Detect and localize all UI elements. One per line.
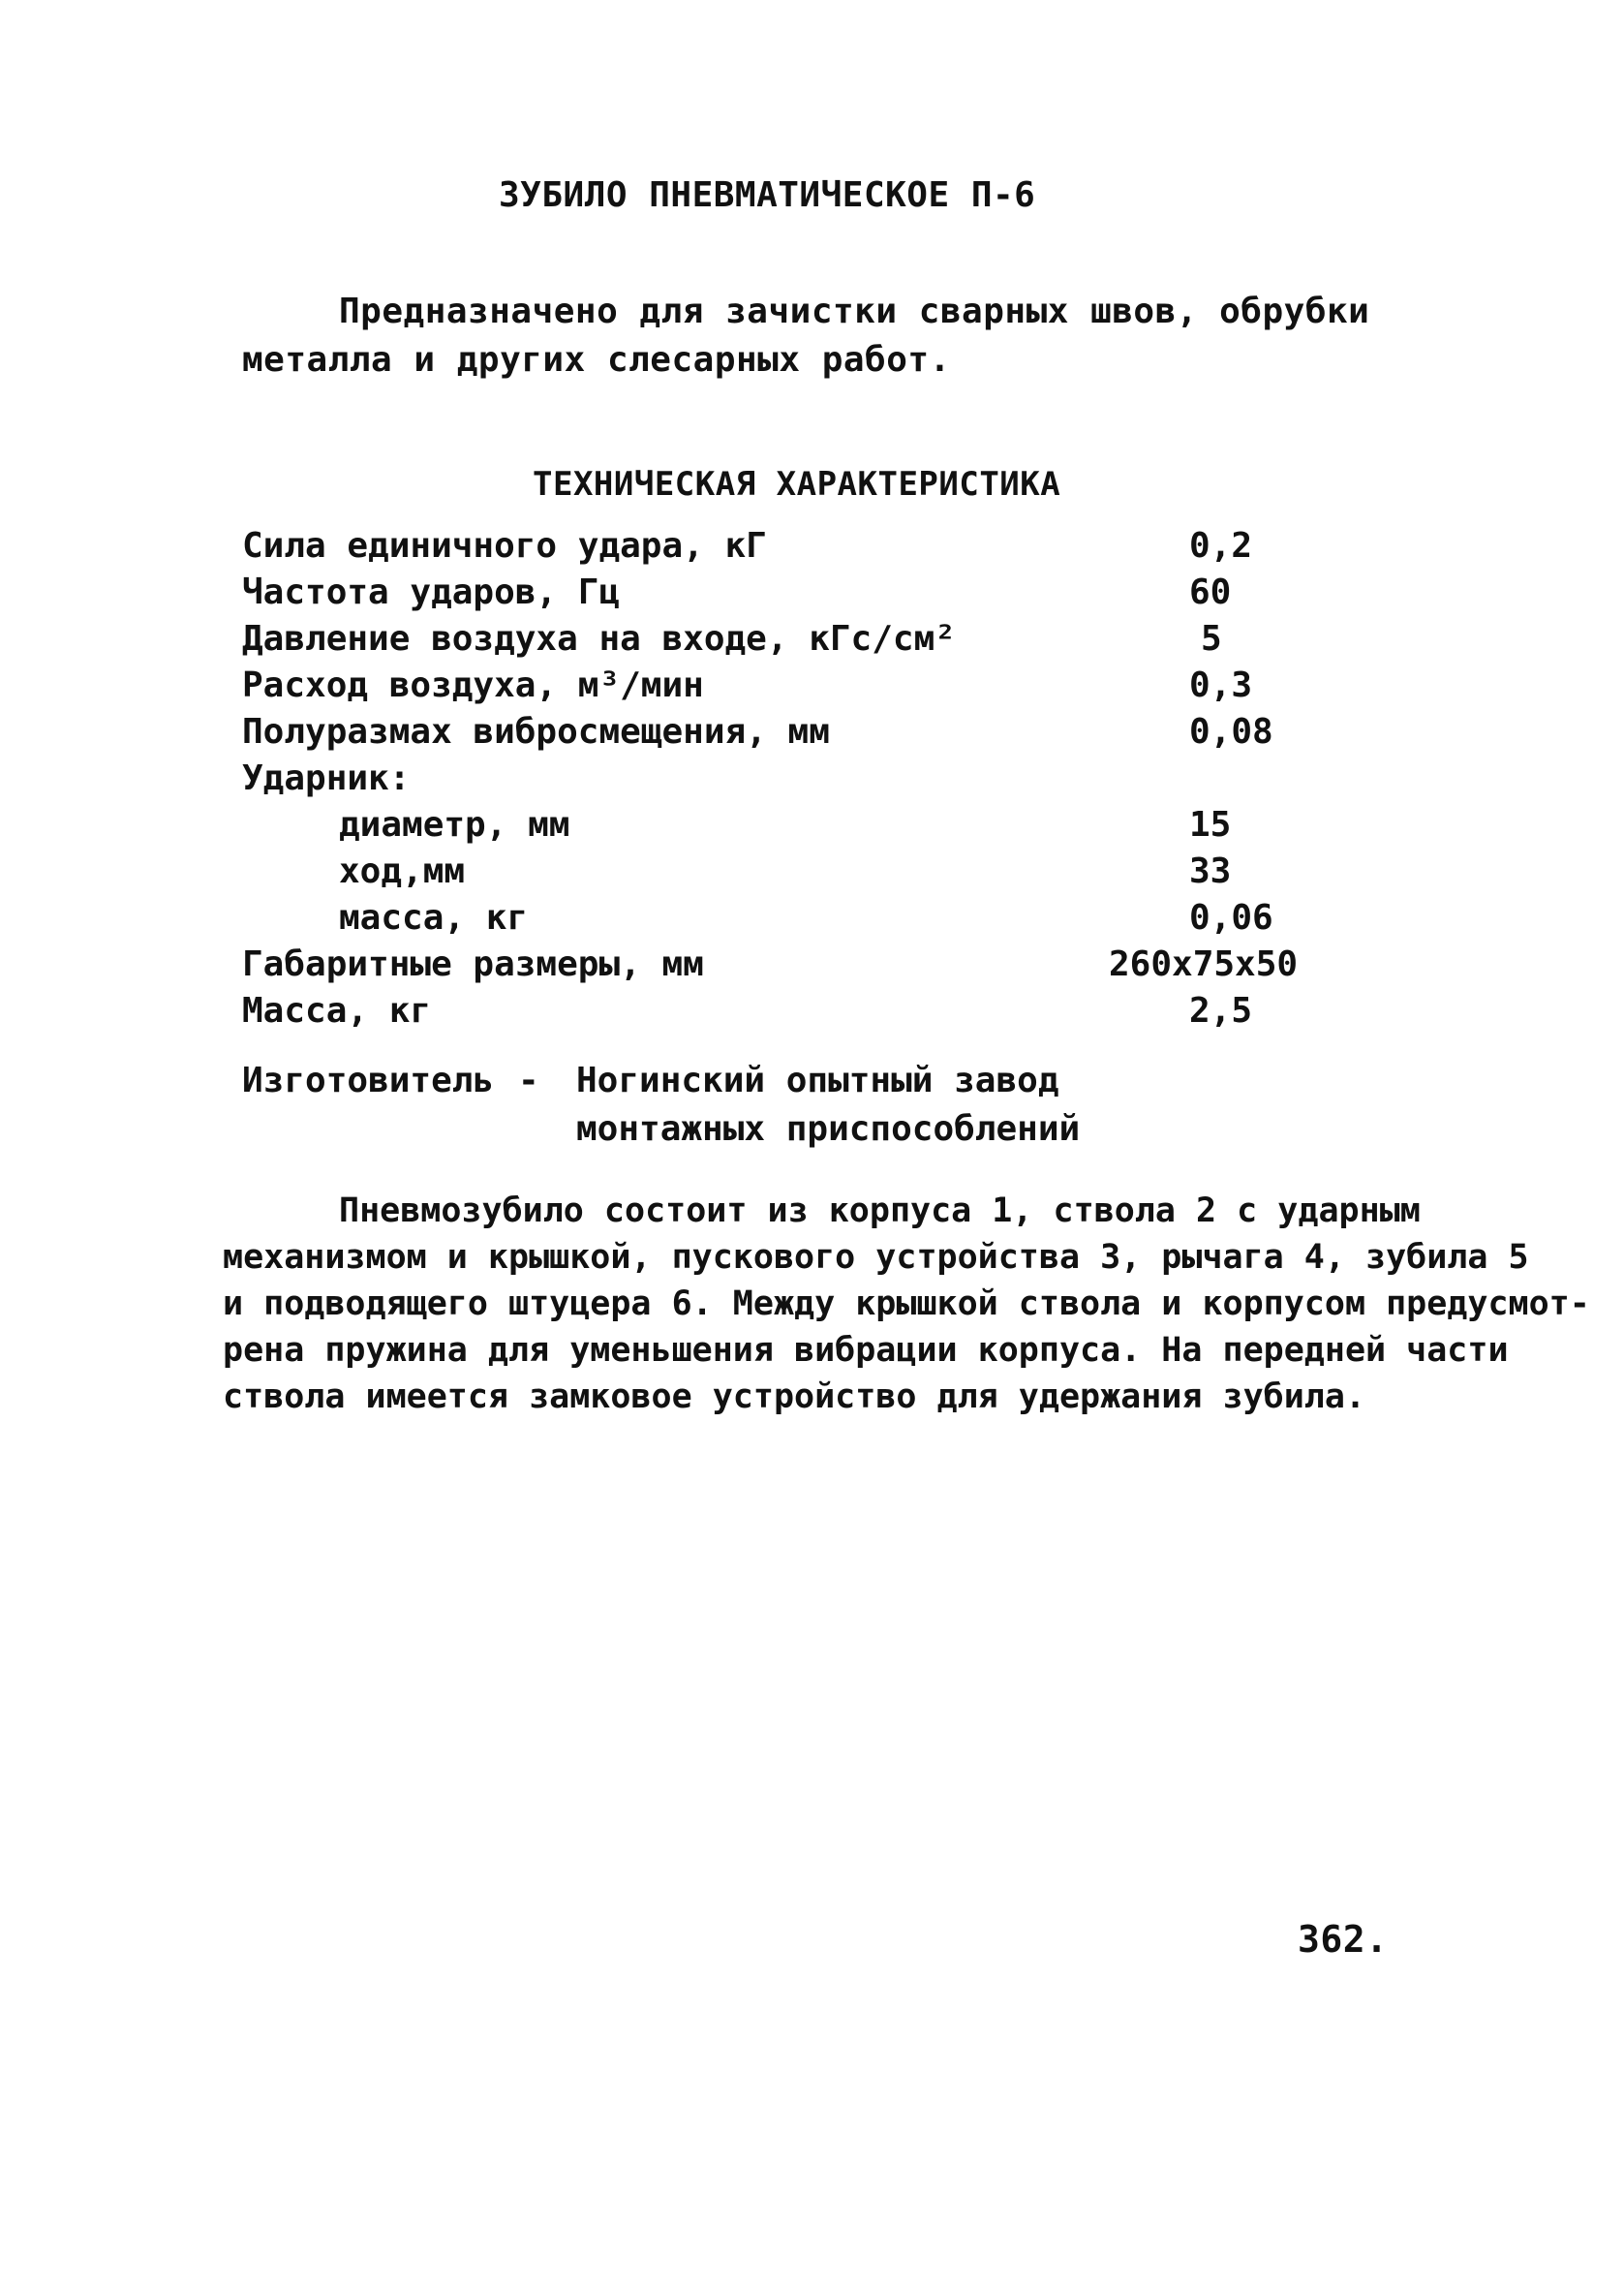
spec-value: 15	[1189, 805, 1232, 845]
spec-row	[242, 618, 1307, 665]
spec-row	[242, 851, 1307, 897]
spec-value: 60	[1189, 572, 1232, 612]
spec-section-title: ТЕХНИЧЕСКАЯ ХАРАКТЕРИСТИКА	[533, 465, 1061, 504]
spec-label: Сила единичного удара, кГ	[242, 526, 767, 566]
spec-label: ход,мм	[339, 851, 466, 891]
spec-label: масса, кг	[339, 898, 529, 938]
description-line: ствола имеется замковое устройство для удержания зубила.	[223, 1377, 1366, 1416]
document-title: ЗУБИЛО ПНЕВМАТИЧЕСКОЕ П-6	[499, 175, 1036, 215]
description-line: механизмом и крышкой, пускового устройства 3, рычага 4, зубила 5	[223, 1238, 1529, 1277]
manufacturer-dash: -	[518, 1061, 539, 1100]
spec-row	[242, 943, 1307, 990]
manufacturer-name-line-1: Ногинский опытный завод	[576, 1061, 1059, 1100]
spec-row	[242, 711, 1307, 758]
spec-value: 0,3	[1189, 665, 1253, 705]
spec-label: Давление воздуха на входе, кГс/см²	[242, 619, 956, 659]
spec-row	[242, 804, 1307, 851]
description-line: и подводящего штуцера 6. Между крышкой ствола и корпусом предусмот-	[223, 1284, 1590, 1323]
spec-label: Частота ударов, Гц	[242, 572, 621, 612]
spec-row	[242, 572, 1307, 618]
spec-row	[242, 990, 1307, 1036]
spec-value: 0,06	[1189, 898, 1273, 938]
spec-value: 0,2	[1189, 526, 1253, 566]
spec-row	[242, 758, 1307, 804]
intro-line-2: металла и других слесарных работ.	[242, 340, 951, 380]
spec-row	[242, 665, 1307, 711]
spec-value: 2,5	[1189, 991, 1253, 1031]
description-line: Пневмозубило состоит из корпуса 1, ствола 2 с ударным	[339, 1191, 1421, 1230]
page-number: 362.	[1298, 1918, 1389, 1961]
spec-value: 260x75x50	[1109, 944, 1299, 984]
spec-value: 0,08	[1189, 712, 1273, 752]
spec-value: 5	[1201, 619, 1222, 659]
spec-row	[242, 525, 1307, 572]
manufacturer-label: Изготовитель	[242, 1061, 495, 1100]
description-line: рена пружина для уменьшения вибрации корпуса. На передней части	[223, 1331, 1509, 1370]
spec-label: Полуразмах вибросмещения, мм	[242, 712, 830, 752]
spec-label: Расход воздуха, м³/мин	[242, 665, 704, 705]
spec-value: 33	[1189, 851, 1232, 891]
spec-label: диаметр, мм	[339, 805, 570, 845]
spec-row	[242, 897, 1307, 943]
intro-line-1: Предназначено для зачистки сварных швов, обрубки	[339, 292, 1370, 331]
spec-label: Масса, кг	[242, 991, 432, 1031]
spec-label: Габаритные размеры, мм	[242, 944, 704, 984]
spec-label: Ударник:	[242, 758, 411, 798]
manufacturer-name-line-2: монтажных приспособлений	[576, 1109, 1081, 1149]
